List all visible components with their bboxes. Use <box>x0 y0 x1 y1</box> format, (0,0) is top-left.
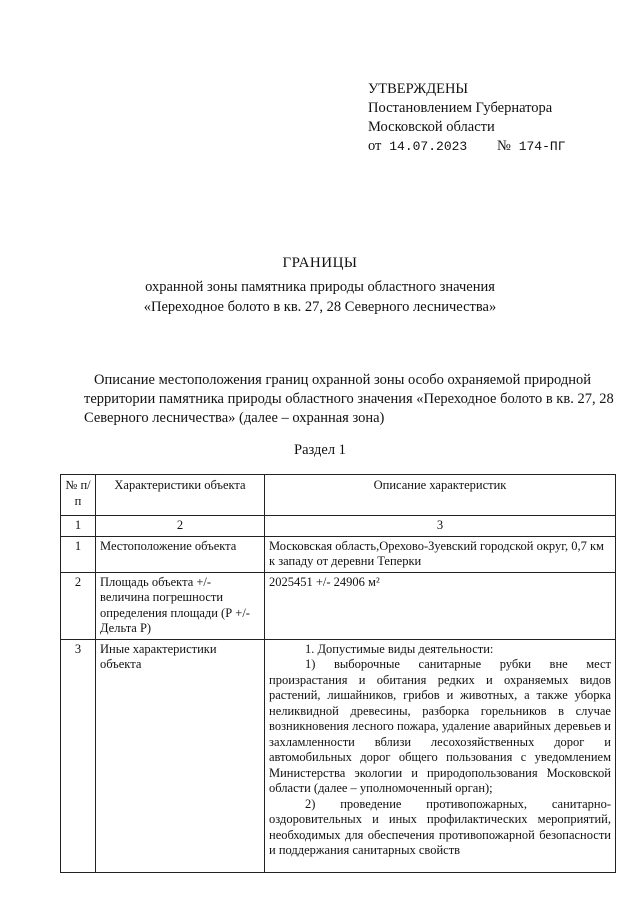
header-characteristics: Характеристики объекта <box>96 475 265 516</box>
approval-date-prefix: от <box>368 138 382 154</box>
approval-region: Московской области <box>368 119 495 135</box>
header-description: Описание характеристик <box>265 475 616 516</box>
permitted-activity-2: 2) проведение противопожарных, санитарно-оздоровительных и иных профилактических мероприятий, необходимых для обеспечения противопожарной безопасности и поддержания санитарных свойств <box>269 796 611 857</box>
row-value <box>265 639 616 872</box>
index-cell: 1 <box>61 516 96 537</box>
permitted-activity-1: 1) выборочные санитарные рубки вне мест произрастания и обитания редких и охраняемых видов растений, лишайников, грибов и животных, а также уборка неликвидной древесины, разборка горельников в случае возникновения лесного пожара, удаление аварийных деревьев и захламленности вблизи лесохозяйственных дорог и автомобильных дорог общего пользования с уведомлением Министерства экологии и природопользования Московской области (далее – уполномоченный орган); <box>269 657 611 795</box>
row-num: 3 <box>61 639 96 872</box>
title-sub-1: охранной зоны памятника природы областного значения <box>145 279 495 295</box>
approval-number-label: № <box>497 138 511 154</box>
approval-date: 14.07.2023 <box>389 139 468 154</box>
table-header-row <box>61 475 616 516</box>
approval-block <box>368 80 566 156</box>
row-value: 2025451 +/- 24906 м² <box>265 572 616 639</box>
characteristics-table <box>60 474 616 873</box>
row-num: 1 <box>61 536 96 572</box>
row-name: Местоположение объекта <box>96 536 265 572</box>
document-title <box>0 253 640 317</box>
approval-date-line <box>368 137 566 156</box>
table-row <box>61 572 616 639</box>
row-name: Площадь объекта +/- величина погрешности определения площади (Р +/- Дельта Р) <box>96 572 265 639</box>
index-cell: 2 <box>96 516 265 537</box>
row-num: 2 <box>61 572 96 639</box>
approval-decree: Постановлением Губернатора <box>368 100 553 116</box>
row-value: Московская область,Орехово-Зуевский городской округ, 0,7 км к западу от деревни Теперки <box>265 536 616 572</box>
title-sub-2: «Переходное болото в кв. 27, 28 Северного лесничества» <box>143 299 497 315</box>
index-cell: 3 <box>265 516 616 537</box>
section-title: Раздел 1 <box>294 442 346 458</box>
header-num: № п/п <box>61 475 96 516</box>
table-row <box>61 639 616 872</box>
table-index-row <box>61 516 616 537</box>
table-row <box>61 536 616 572</box>
zone-description: Описание местоположения границ охранной зоны особо охраняемой природной территории памятника природы областного значения «Переходное болото в кв. 27, 28 Северного лесничества» (далее – охранная зона) <box>84 372 614 426</box>
row-name: Иные характеристики объекта <box>96 639 265 872</box>
approval-title: УТВЕРЖДЕНЫ <box>368 81 469 97</box>
approval-number: 174-ПГ <box>518 139 566 154</box>
permitted-activities-heading: 1. Допустимые виды деятельности: <box>305 641 494 656</box>
title-main: ГРАНИЦЫ <box>282 255 358 271</box>
